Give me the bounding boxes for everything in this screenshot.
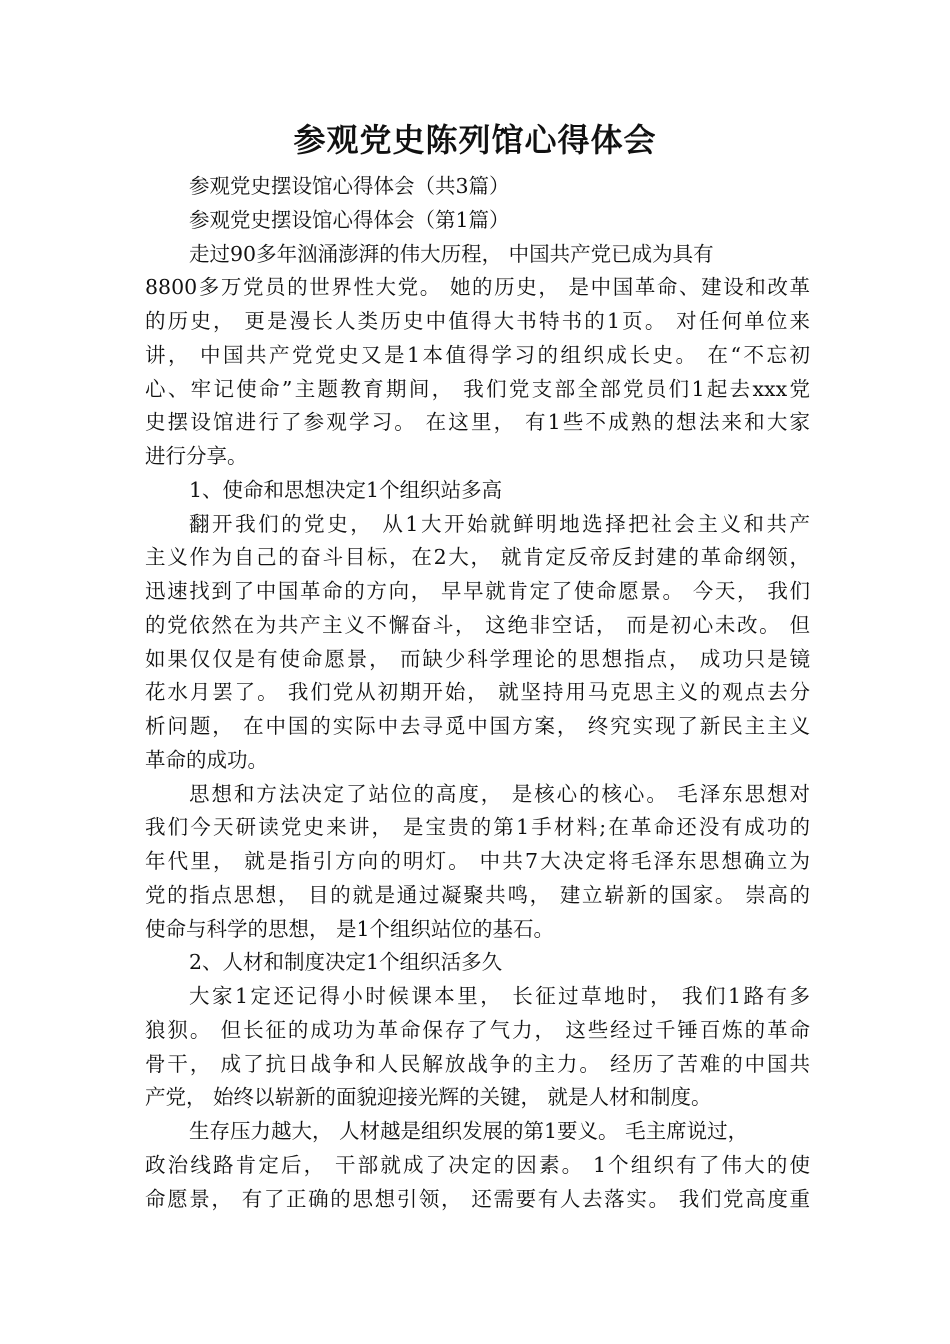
text-line: 心、牢记使命”主题教育期间， 我们党支部全部党员们1起去xxx党 (145, 376, 810, 401)
text-line: 迅速找到了中国革命的方向， 早早就肯定了使命愿景。 今天， 我们 (145, 579, 810, 603)
document-body (145, 170, 810, 1216)
text-line: 思想和方法决定了站位的高度， 是核心的核心。 毛泽东思想对 (189, 781, 810, 806)
text-line: 骨干， 成了抗日战争和人民解放战争的主力。 经历了苦难的中国共 (145, 1051, 810, 1076)
text-line: 走过90多年汹涌澎湃的伟大历程， 中国共产党已成为具有 (189, 241, 714, 266)
text-line: 革命的成功。 (145, 747, 268, 772)
text-line: 1、使命和思想决定1个组织站多高 (189, 477, 503, 502)
text-line: 使命与科学的思想， 是1个组织站位的基石。 (145, 916, 555, 941)
text-line: 史摆设馆进行了参观学习。 在这里， 有1些不成熟的想法来和大家 (145, 410, 810, 435)
text-line: 我们今天研读党史来讲， 是宝贵的第1手材料;在革命还没有成功的 (145, 815, 810, 840)
text-line: 的历史， 更是漫长人类历史中值得大书特书的1页。 对任何单位来 (145, 309, 810, 333)
text-line: 狼狈。 但长征的成功为革命保存了气力， 这些经过千锤百炼的革命 (145, 1017, 810, 1042)
text-line: 主义作为自己的奋斗目标，在2大， 就肯定反帝反封建的革命纲领， (145, 545, 810, 570)
text-line: 2、人材和制度决定1个组织活多久 (189, 950, 503, 975)
text-line: 党的指点思想， 目的就是通过凝聚共鸣， 建立崭新的国家。 崇高的 (145, 882, 810, 907)
text-line: 政治线路肯定后， 干部就成了决定的因素。 1个组织有了伟大的使 (145, 1152, 810, 1177)
text-line: 参观党史摆设馆心得体会（第1篇） (189, 207, 510, 232)
text-line: 生存压力越大， 人材越是组织发展的第1要义。 毛主席说过， (189, 1119, 749, 1143)
text-line: 讲， 中国共产党党史又是1本值得学习的组织成长史。 在“不忘初 (145, 342, 810, 367)
text-line: 析问题， 在中国的实际中去寻觅中国方案， 终究实现了新民主主义 (145, 714, 810, 738)
text-line: 的党依然在为共产主义不懈奋斗， 这绝非空话， 而是初心未改。 但 (145, 612, 810, 637)
text-line: 8800多万党员的世界性大党。 她的历史， 是中国革命、建设和改革 (145, 275, 810, 300)
text-line: 进行分享。 (145, 444, 248, 468)
text-line: 大家1定还记得小时候课本里， 长征过草地时， 我们1路有多 (189, 984, 810, 1008)
text-line: 年代里， 就是指引方向的明灯。 中共7大决定将毛泽东思想确立为 (145, 849, 810, 873)
text-line: 翻开我们的党史， 从1大开始就鲜明地选择把社会主义和共产 (189, 511, 810, 536)
text-line: 花水月罢了。 我们党从初期开始， 就坚持用马克思主义的观点去分 (145, 680, 810, 705)
text-line: 参观党史摆设馆心得体会（共3篇） (189, 174, 510, 198)
document-title: 参观党史陈列馆心得体会 (293, 121, 657, 159)
text-line: 命愿景， 有了正确的思想引领， 还需要有人去落实。 我们党高度重 (145, 1186, 810, 1211)
text-line: 产党， 始终以崭新的面貌迎接光辉的关键， 就是人材和制度。 (145, 1085, 712, 1110)
text-line: 如果仅仅是有使命愿景， 而缺少科学理论的思想指点， 成功只是镜 (145, 646, 810, 671)
